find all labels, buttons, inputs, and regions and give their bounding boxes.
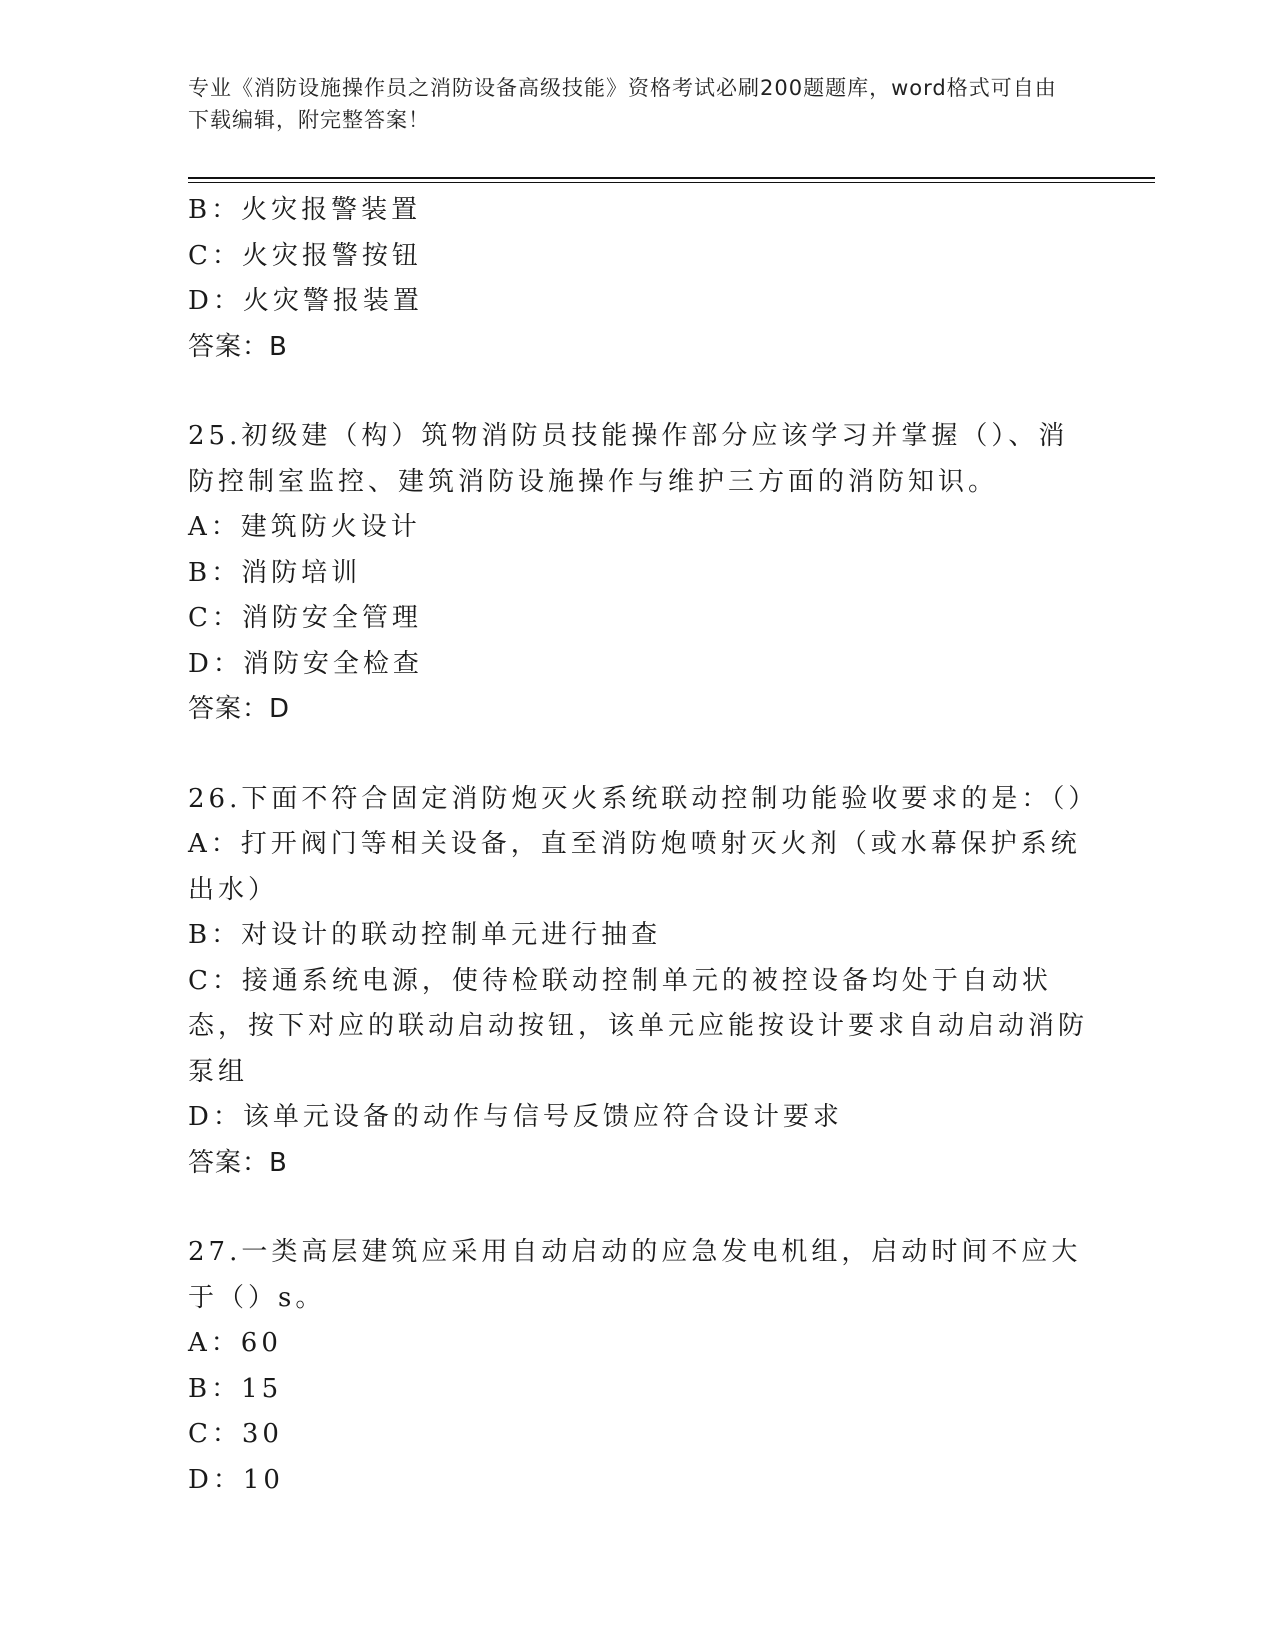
spacer [188,733,1088,777]
spacer [188,1186,1088,1230]
option-b: B：火灾报警装置 [188,195,422,225]
question-24-continued [188,188,1088,370]
option-b: B：15 [188,1373,283,1404]
header-divider-thick [188,177,1155,179]
header-divider-thin [188,182,1155,183]
answer-line: 答案：B [188,1147,288,1178]
option-d: D：10 [188,1464,284,1495]
question-stem: 25.初级建（构）筑物消防员技能操作部分应该学习并掌握（）、消防控制室监控、建筑消防设施操作与维护三方面的消防知识。 [188,421,1069,497]
option-c: C：接通系统电源，使待检联动控制单元的被控设备均处于自动状态，按下对应的联动启动按钮，该单元应能按设计要求自动启动消防泵组 [188,965,1089,1087]
question-27 [188,1230,1088,1503]
option-b: B：消防培训 [188,557,362,588]
answer-line: 答案：D [188,694,291,724]
answer-line: 答案：B [188,331,288,362]
option-a: A：打开阀门等相关设备，直至消防炮喷射灭火剂（或水幕保护系统出水） [188,829,1081,905]
spacer [188,370,1088,414]
option-d: D：消防安全检查 [188,648,423,679]
document-header: 专业《消防设施操作员之消防设备高级技能》资格考试必刷200题题库，word格式可自由下载编辑，附完整答案！ [188,76,1057,132]
question-stem: 26.下面不符合固定消防炮灭火系统联动控制功能验收要求的是：（） [188,783,1099,814]
option-d: D：该单元设备的动作与信号反馈应符合设计要求 [188,1102,843,1132]
option-c: C：火灾报警按钮 [188,240,422,271]
option-a: A：建筑防火设计 [188,512,421,542]
question-content [188,188,1099,1503]
question-25 [188,414,1088,733]
question-stem: 27.一类高层建筑应采用自动启动的应急发电机组，启动时间不应大于（）s。 [188,1237,1082,1313]
option-c: C：30 [188,1419,283,1449]
option-c: C：消防安全管理 [188,603,422,633]
option-d: D：火灾警报装置 [188,286,423,316]
question-26 [188,777,1099,1187]
option-a: A：60 [188,1328,282,1358]
option-b: B：对设计的联动控制单元进行抽查 [188,920,662,950]
